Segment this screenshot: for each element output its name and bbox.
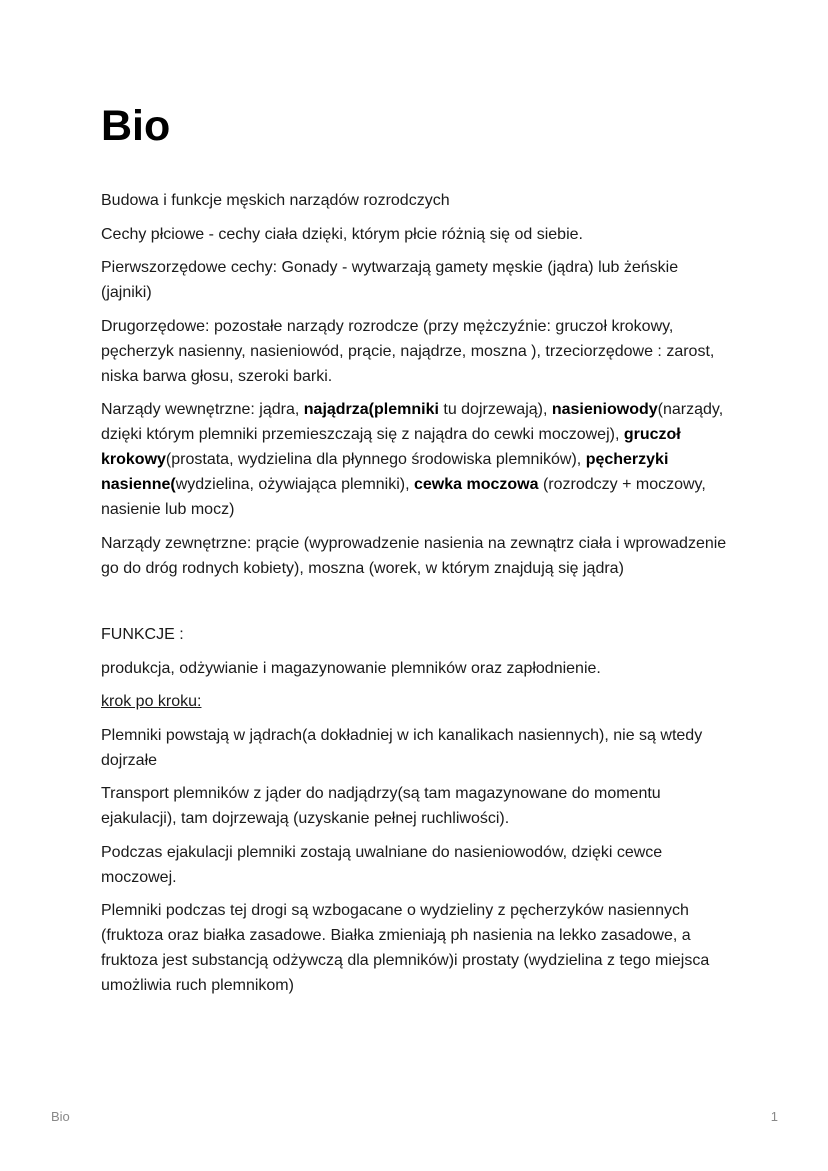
footer-title: Bio [51,1109,70,1124]
paragraph [101,531,729,581]
text-run: Narządy wewnętrzne: jądra, [101,401,304,418]
paragraph [101,689,729,714]
text-run: (prostata, wydzielina dla płynnego środowiska plemników), [165,451,586,468]
text-run: wydzielina, ożywiająca plemniki), [175,476,414,493]
text-run: Podczas ejakulacji plemniki zostają uwalniane do nasieniowodów, dzięki cewce moczowej. [101,843,663,886]
bold-term: najądrza(plemniki [303,401,439,418]
bold-term: nasieniowody [551,401,658,418]
text-run: Plemniki podczas tej drogi są wzbogacane o wydzieliny z pęcherzyków nasiennych (fruktoza oraz białka zasadowe. Białka zmieniają ph nasienia na lekko zasadowe, a fruktoza jest substancją odżywczą dla plemników)i prostaty (wydzielina z tego miejsca umożliwia ruch plemnikom) [101,902,710,994]
text-run: Pierwszorzędowe cechy: Gonady - wytwarzają gamety męskie (jądra) lub żeńskie (jajniki) [101,259,679,301]
paragraph [101,622,729,647]
text-run: (narządy, dzięki którym plemniki przemieszczają się z najądra do cewki moczowej), [101,401,724,443]
text-run: (rozrodczy + moczowy, nasienie lub mocz) [101,476,706,518]
paragraph [101,397,729,522]
text-run: Budowa i funkcje męskich narządów rozrodczych [101,192,450,209]
paragraph [101,188,729,213]
spacer [101,589,729,622]
document-title: Bio [101,102,171,150]
section-functions [101,622,729,998]
text-run: Cechy płciowe - cechy ciała dzięki, którym płcie różnią się od siebie. [101,225,583,243]
text-run: Transport plemników z jąder do nadjądrzy(są tam magazynowane do momentu ejakulacji), tam dojrzewają (uzyskanie pełnej ruchliwości). [101,785,661,827]
paragraph [101,898,729,998]
bold-term: pęcherzyki nasienne( [101,451,669,493]
text-run: tu dojrzewają), [438,401,552,418]
document-page [101,96,729,1007]
paragraph [101,781,729,831]
text-run: FUNKCJE : [101,626,184,643]
paragraph [101,314,729,389]
text-run: produkcja, odżywianie i magazynowanie plemników oraz zapłodnienie. [101,659,601,677]
paragraph [101,255,729,305]
bold-term: cewka moczowa [414,476,539,493]
section-structure [101,188,729,581]
paragraph [101,840,729,890]
paragraph [101,656,729,681]
text-run: Plemniki powstają w jądrach(a dokładniej w ich kanalikach nasiennych), nie są wtedy dojrzałe [101,726,703,769]
bold-term: gruczoł krokowy [101,426,681,468]
page-number: 1 [770,1109,778,1124]
text-run: Drugorzędowe: pozostałe narządy rozrodcze (przy mężczyźnie: gruczoł krokowy, pęcherzyk nasienny, nasieniowód, prącie, najądrze, moszna ), trzeciorzędowe : zarost, niska barwa głosu, szeroki barki. [101,317,715,385]
paragraph [101,723,729,773]
paragraph [101,222,729,247]
text-run: Narządy zewnętrzne: prącie (wyprowadzenie nasienia na zewnątrz ciała i wprowadzenie go do dróg rodnych kobiety), moszna (worek, w którym znajdują się jądra) [101,534,727,577]
text-run: krok po kroku: [101,693,202,710]
